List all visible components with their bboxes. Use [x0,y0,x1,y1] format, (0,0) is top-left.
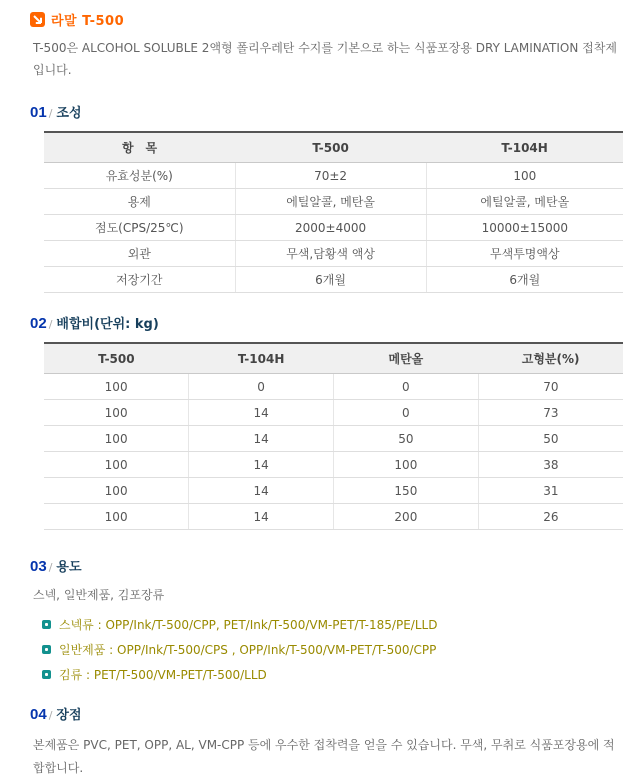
table-cell: 100 [44,478,189,504]
section-divider: / [48,709,53,722]
table-cell: 38 [478,452,623,478]
column-header: T-500 [44,343,189,374]
table-cell: 100 [426,163,623,189]
table-cell: 에틸알콜, 메탄올 [426,189,623,215]
table-cell: 14 [189,400,334,426]
square-bullet-icon [42,670,51,679]
column-header: T-104H [426,132,623,163]
table-cell: 50 [478,426,623,452]
section-number: 03 [30,558,47,575]
table-cell: 용제 [44,189,235,215]
table-cell: 외관 [44,241,235,267]
table-row [44,374,623,400]
column-header: 항 목 [44,132,235,163]
table-cell: 26 [478,504,623,530]
table-cell: 70 [478,374,623,400]
table-cell: 6개월 [235,267,426,293]
table-cell: 100 [44,374,189,400]
table-cell: 유효성분(%) [44,163,235,189]
usage-item-text: 스넥류 : OPP/Ink/T-500/CPP, PET/Ink/T-500/VM-PET/T-185/PE/LLD [59,618,438,632]
square-bullet-icon [42,620,51,629]
table-cell: 점도(CPS/25℃) [44,215,235,241]
table-cell: 10000±15000 [426,215,623,241]
usage-list [42,612,625,687]
table-cell: 무색,담황색 액상 [235,241,426,267]
table-cell: 0 [189,374,334,400]
advantages-text: 본제품은 PVC, PET, OPP, AL, VM-CPP 등에 우수한 접착력을 얻을 수 있습니다. 무색, 무취로 식품포장용에 적합합니다. [33,738,615,775]
table-cell: 0 [334,400,479,426]
table-row [44,400,623,426]
table-cell: 14 [189,478,334,504]
section-title: 장점 [56,708,82,723]
section-divider: / [48,107,53,120]
product-description: T-500은 ALCOHOL SOLUBLE 2액형 폴리우레탄 수지를 기본으로 하는 식품포장용 DRY LAMINATION 접착제입니다. [33,41,617,77]
section-title: 조성 [56,106,82,121]
composition-table [44,131,623,293]
section-number: 01 [30,104,47,121]
table-cell: 무색투명액상 [426,241,623,267]
table-cell: 100 [44,426,189,452]
table-cell: 에틸알콜, 메탄올 [235,189,426,215]
table-row [44,452,623,478]
usage-item-text: 김류 : PET/T-500/VM-PET/T-500/LLD [59,668,267,682]
section-header-mixing-ratio [30,313,625,331]
table-cell: 31 [478,478,623,504]
arrow-badge-icon [30,12,45,27]
usage-intro: 스넥, 일반제품, 김포장류 [33,588,165,602]
table-cell: 100 [44,400,189,426]
table-row [44,215,623,241]
table-cell: 14 [189,504,334,530]
list-item [42,637,625,662]
section-title: 용도 [56,560,82,575]
table-row [44,267,623,293]
column-header: 메탄올 [334,343,479,374]
column-header: T-104H [189,343,334,374]
table-cell: 2000±4000 [235,215,426,241]
table-cell: 150 [334,478,479,504]
page-title-row [30,10,625,28]
table-cell: 0 [334,374,479,400]
table-row [44,163,623,189]
section-divider: / [48,318,53,331]
table-cell: 100 [44,452,189,478]
section-divider: / [48,561,53,574]
table-header-row [44,132,623,163]
table-row [44,189,623,215]
list-item [42,612,625,637]
table-cell: 50 [334,426,479,452]
table-row [44,426,623,452]
usage-item-text: 일반제품 : OPP/Ink/T-500/CPS , OPP/Ink/T-500/VM-PET/T-500/CPP [59,643,437,657]
section-number: 02 [30,315,47,332]
section-header-usage [30,556,625,574]
table-header-row [44,343,623,374]
page-title: 라말 T-500 [51,13,125,29]
table-cell: 70±2 [235,163,426,189]
table-cell: 14 [189,426,334,452]
square-bullet-icon [42,645,51,654]
table-row [44,478,623,504]
table-row [44,504,623,530]
table-cell: 100 [44,504,189,530]
table-cell: 100 [334,452,479,478]
section-header-advantages [30,704,625,722]
table-cell: 저장기간 [44,267,235,293]
column-header: 고형분(%) [478,343,623,374]
table-row [44,241,623,267]
section-header-composition [30,102,625,120]
mixing-ratio-table [44,342,623,530]
table-cell: 14 [189,452,334,478]
table-cell: 73 [478,400,623,426]
section-number: 04 [30,706,47,723]
list-item [42,662,625,687]
column-header: T-500 [235,132,426,163]
table-cell: 6개월 [426,267,623,293]
section-title: 배합비(단위: kg) [56,317,159,332]
table-cell: 200 [334,504,479,530]
